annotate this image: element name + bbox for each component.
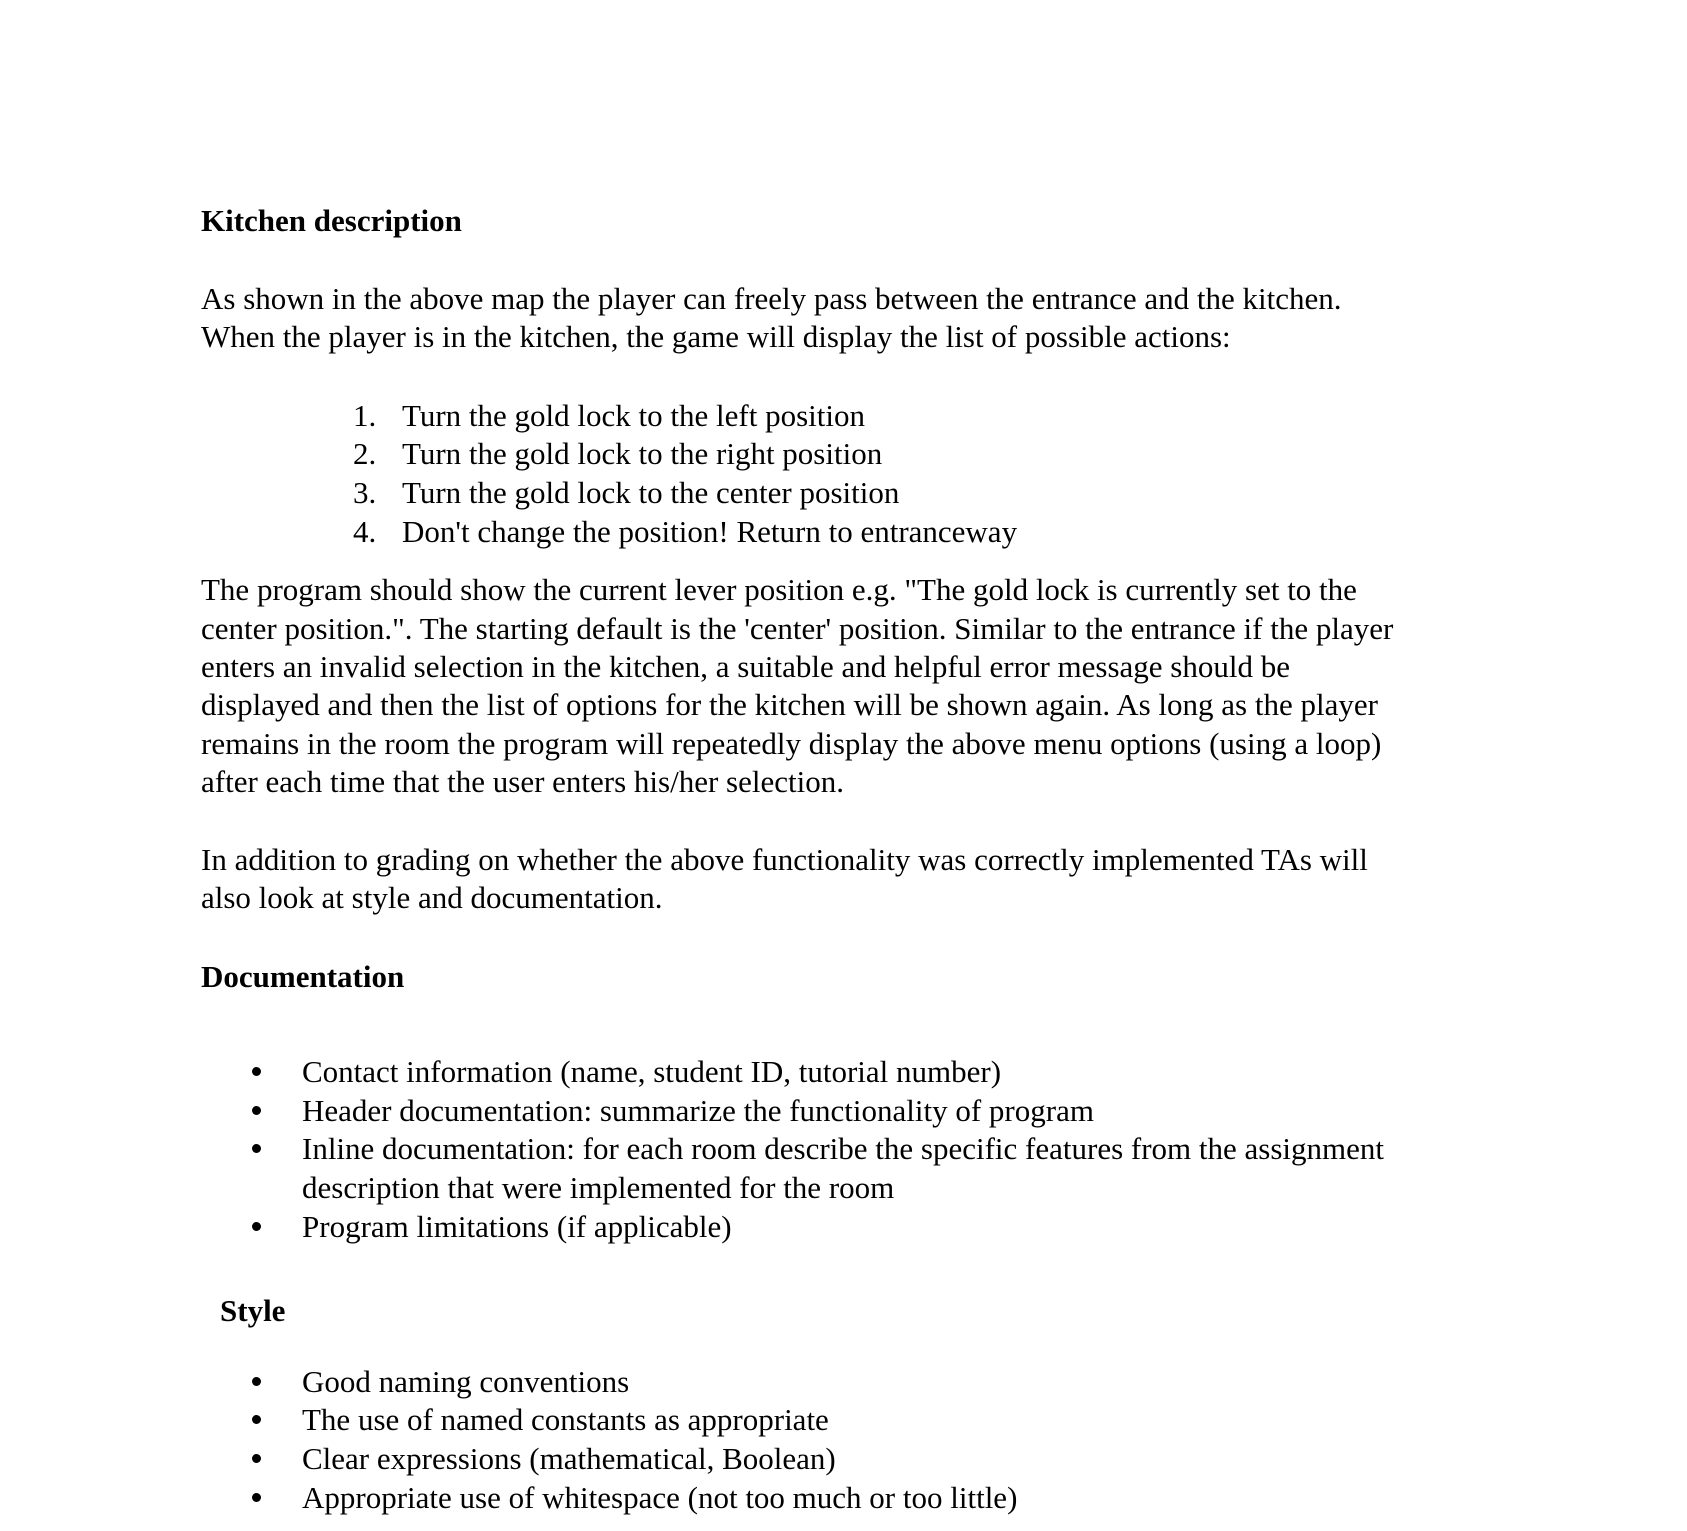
list-item: The use of named constants as appropriate	[302, 1402, 829, 1437]
documentation-heading: Documentation	[201, 959, 405, 994]
details-line: after each time that the user enters his/her selection.	[201, 764, 844, 799]
list-item: Turn the gold lock to the left position	[402, 398, 865, 433]
intro-line: As shown in the above map the player can freely pass between the entrance and the kitchen.	[201, 281, 1342, 316]
list-number: 1.	[353, 398, 377, 433]
bullet-icon	[252, 1144, 261, 1153]
style-heading: Style	[220, 1293, 286, 1328]
bullet-icon	[252, 1067, 261, 1076]
bullet-icon	[252, 1493, 261, 1502]
grading-line: also look at style and documentation.	[201, 880, 663, 915]
bullet-icon	[252, 1377, 261, 1386]
list-item: Program limitations (if applicable)	[302, 1209, 732, 1244]
details-line: remains in the room the program will repeatedly display the above menu options (using a loop)	[201, 726, 1382, 761]
details-line: The program should show the current lever position e.g. "The gold lock is currently set to the	[201, 572, 1357, 607]
bullet-icon	[252, 1454, 261, 1463]
list-item: Clear expressions (mathematical, Boolean)	[302, 1441, 836, 1476]
bullet-icon	[252, 1106, 261, 1115]
list-item: Appropriate use of whitespace (not too much or too little)	[302, 1480, 1018, 1515]
list-number: 3.	[353, 475, 377, 510]
list-item: Good naming conventions	[302, 1364, 630, 1399]
list-item: Inline documentation: for each room describe the specific features from the assignment	[302, 1131, 1385, 1166]
list-number: 2.	[353, 436, 377, 471]
list-number: 4.	[353, 514, 377, 549]
bullet-icon	[252, 1222, 261, 1231]
details-line: center position.". The starting default is the 'center' position. Similar to the entrance if the player	[201, 611, 1394, 646]
details-line: enters an invalid selection in the kitchen, a suitable and helpful error message should be	[201, 649, 1290, 684]
list-item: Turn the gold lock to the center position	[402, 475, 900, 510]
bullet-icon	[252, 1415, 261, 1424]
list-item: Don't change the position! Return to entranceway	[402, 514, 1018, 549]
grading-line: In addition to grading on whether the above functionality was correctly implemented TAs will	[201, 842, 1368, 877]
intro-line: When the player is in the kitchen, the game will display the list of possible actions:	[201, 319, 1231, 354]
details-line: displayed and then the list of options for the kitchen will be shown again. As long as the player	[201, 687, 1378, 722]
kitchen-heading: Kitchen description	[201, 203, 462, 238]
list-item: Contact information (name, student ID, tutorial number)	[302, 1054, 1002, 1089]
list-item-continuation: description that were implemented for the room	[302, 1170, 895, 1205]
list-item: Header documentation: summarize the functionality of program	[302, 1093, 1094, 1128]
list-item: Turn the gold lock to the right position	[402, 436, 883, 471]
